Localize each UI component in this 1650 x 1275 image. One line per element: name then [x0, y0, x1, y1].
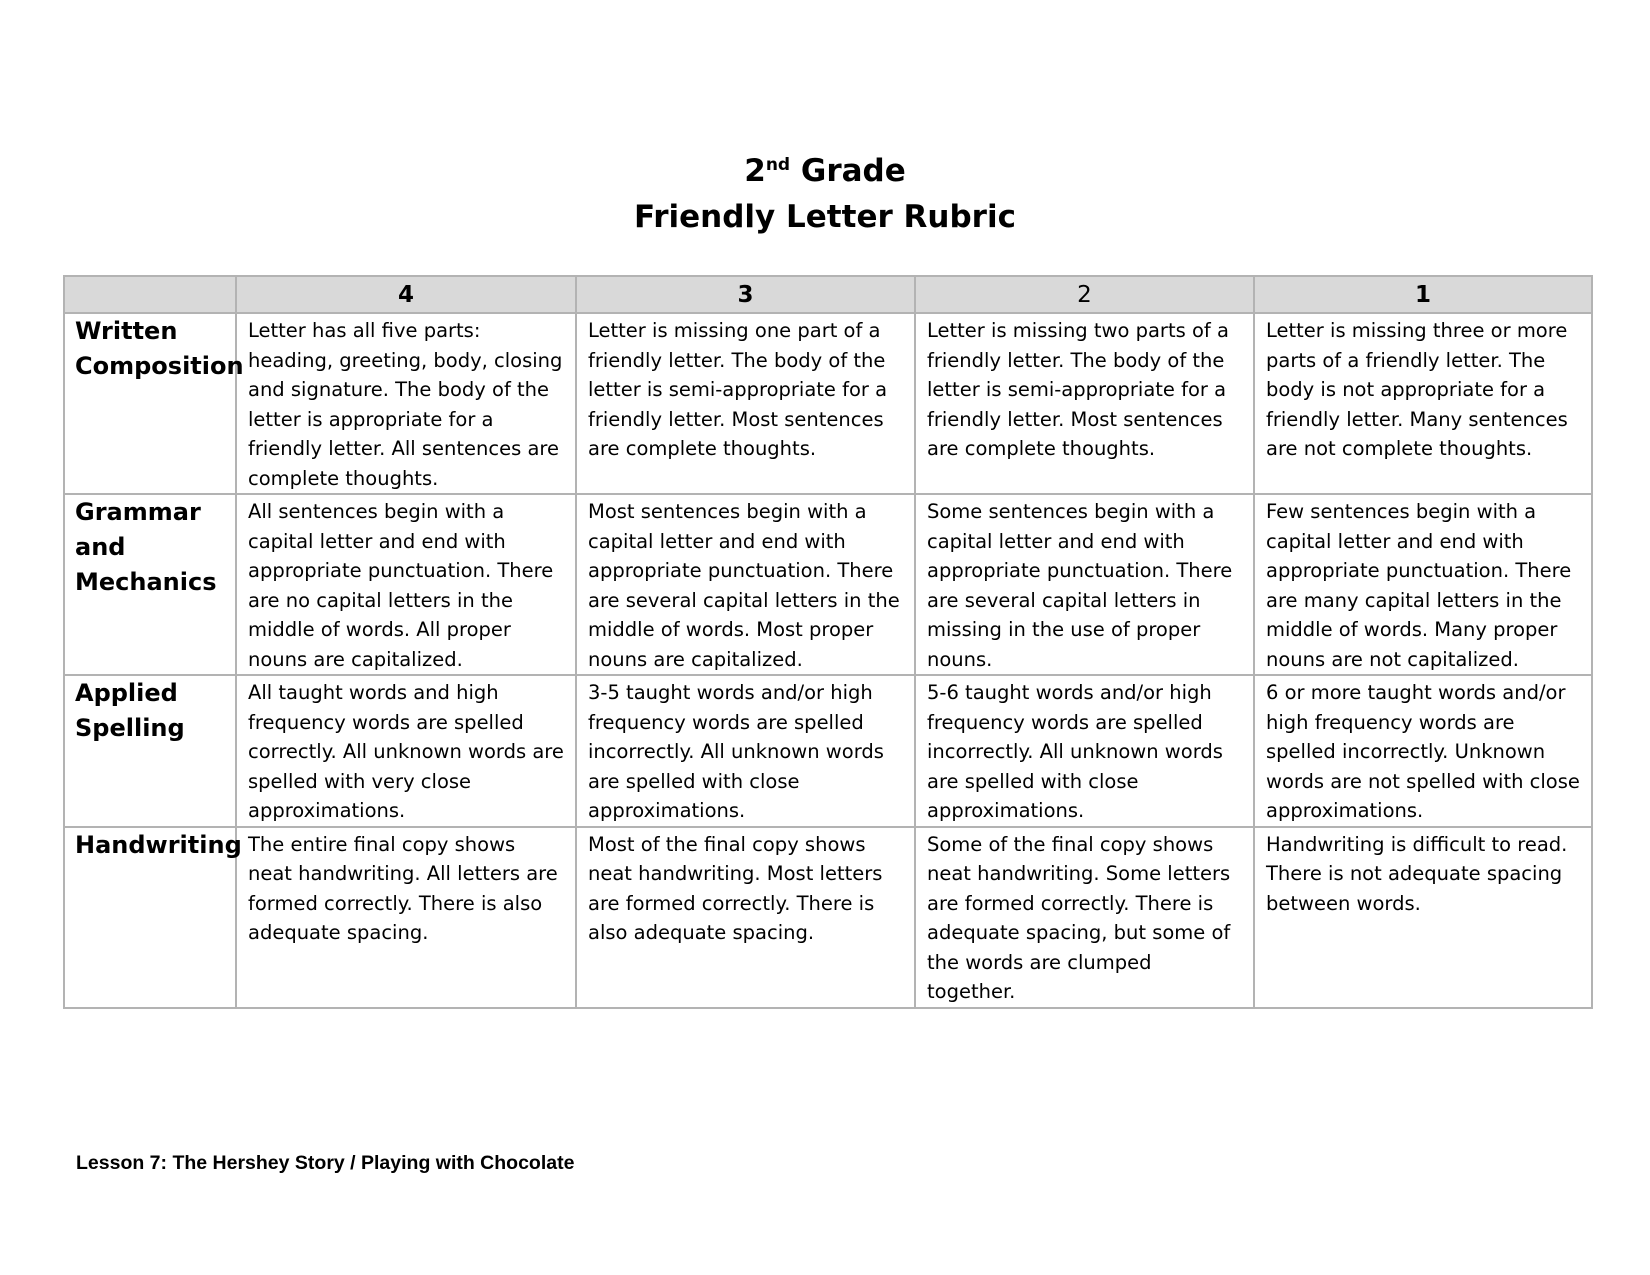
header-score-1: 1: [1254, 276, 1592, 313]
grade-heading: [0, 148, 1650, 194]
cell-score-2: 5-6 taught words and/or high frequency words are spelled incorrectly. All unknown words are spelled with close approximations.: [915, 675, 1254, 827]
page-title: [0, 148, 1650, 240]
cell-score-3: Most of the final copy shows neat handwriting. Most letters are formed correctly. There is also adequate spacing.: [576, 827, 915, 1008]
header-row: [64, 276, 1592, 313]
header-score-4: 4: [236, 276, 576, 313]
cell-score-4: All taught words and high frequency words are spelled correctly. All unknown words are spelled with very close approximations.: [236, 675, 576, 827]
table-row: [64, 675, 1592, 827]
grade-number: 2: [744, 153, 766, 189]
table-row: [64, 827, 1592, 1008]
table-row: [64, 494, 1592, 675]
header-score-3: 3: [576, 276, 915, 313]
criterion-applied-spelling: Applied Spelling: [64, 675, 236, 827]
cell-score-1: Few sentences begin with a capital letter and end with appropriate punctuation. There are many capital letters in the middle of words. Many proper nouns are not capitalized.: [1254, 494, 1592, 675]
grade-word: Grade: [800, 153, 906, 189]
cell-score-3: 3-5 taught words and/or high frequency words are spelled incorrectly. All unknown words are spelled with close approximations.: [576, 675, 915, 827]
criterion-written-composition: Written Composition: [64, 313, 236, 494]
cell-score-2: Letter is missing two parts of a friendly letter. The body of the letter is semi-appropriate for a friendly letter. Most sentences are complete thoughts.: [915, 313, 1254, 494]
table-row: [64, 313, 1592, 494]
rubric-table: [63, 275, 1593, 1009]
cell-score-3: Letter is missing one part of a friendly letter. The body of the letter is semi-appropriate for a friendly letter. Most sentences are complete thoughts.: [576, 313, 915, 494]
cell-score-1: Letter is missing three or more parts of a friendly letter. The body is not appropriate for a friendly letter. Many sentences are not complete thoughts.: [1254, 313, 1592, 494]
grade-suffix: nd: [765, 155, 791, 175]
criterion-grammar-and-mechanics: Grammar and Mechanics: [64, 494, 236, 675]
cell-score-1: 6 or more taught words and/or high frequency words are spelled incorrectly. Unknown words are not spelled with close approximations.: [1254, 675, 1592, 827]
cell-score-4: Letter has all five parts: heading, greeting, body, closing and signature. The body of the letter is appropriate for a friendly letter. All sentences are complete thoughts.: [236, 313, 576, 494]
cell-score-4: All sentences begin with a capital letter and end with appropriate punctuation. There are no capital letters in the middle of words. All proper nouns are capitalized.: [236, 494, 576, 675]
criterion-handwriting: Handwriting: [64, 827, 236, 1008]
cell-score-2: Some of the final copy shows neat handwriting. Some letters are formed correctly. There is adequate spacing, but some of the words are clumped together.: [915, 827, 1254, 1008]
rubric-subtitle: Friendly Letter Rubric: [634, 199, 1016, 235]
cell-score-2: Some sentences begin with a capital letter and end with appropriate punctuation. There are several capital letters in missing in the use of proper nouns.: [915, 494, 1254, 675]
cell-score-4: The entire final copy shows neat handwriting. All letters are formed correctly. There is also adequate spacing.: [236, 827, 576, 1008]
cell-score-1: Handwriting is difficult to read. There is not adequate spacing between words.: [1254, 827, 1592, 1008]
header-score-2: 2: [915, 276, 1254, 313]
header-blank: [64, 276, 236, 313]
cell-score-3: Most sentences begin with a capital letter and end with appropriate punctuation. There are several capital letters in the middle of words. Most proper nouns are capitalized.: [576, 494, 915, 675]
lesson-footer: Lesson 7: The Hershey Story / Playing with Chocolate: [76, 1152, 575, 1174]
